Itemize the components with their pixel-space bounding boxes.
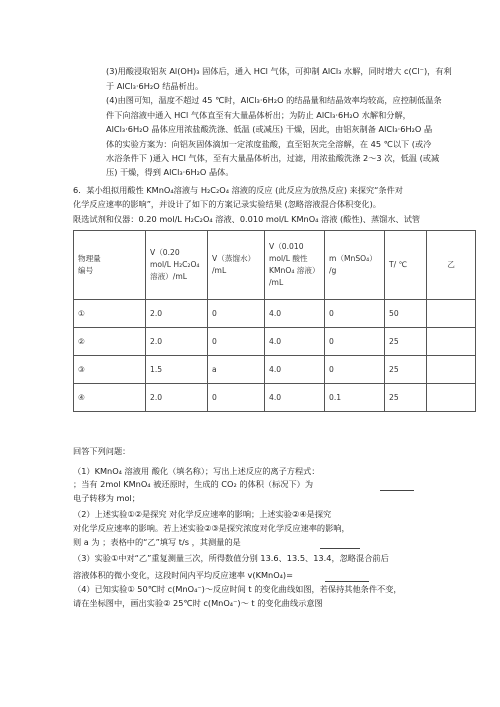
answer-1-line-3: 电子转移为 mol； [73,493,140,503]
answer-3-line-1: (3)用酸浸取铝灰 Al(OH)₃ 固体后，通入 HCl 气体，可抑制 AlCl₃ 水解，同时增大 c(Cl⁻)，有利 [106,66,452,76]
header-cell-h2c2o4: V（0.20 mol/L H₂C₂O₄ 溶液）/mL [146,231,208,300]
row-4-kmno4: 4.0 [265,384,325,412]
row-2-mnso4: 0 [325,328,385,356]
experiment-table [73,230,476,412]
question-6-line-3: 限选试剂和仪器：0.20 mol/L H₂C₂O₄ 溶液、0.010 mol/L KMnO₄ 溶液 (酸性)、蒸馏水、试管 [73,214,421,224]
header-cell-mnso4: m（MnSO₄） /g [325,231,385,300]
row-1-temp: 50 [385,300,427,328]
row-2-kmno4: 4.0 [265,328,325,356]
row-3-id: ③ [74,356,146,384]
row-3-h2c2o4: 1.5 [146,356,208,384]
answer-4-line-3: AlCl₃·6H₂O 晶体应用浓盐酸洗涤、低温 (或减压) 干燥，因此，由铝灰制备 AlCl₃·6H₂O 晶 [106,124,433,134]
answer-blank-measure[interactable] [320,539,360,549]
row-3-water: a [208,356,265,384]
table-row [74,384,476,412]
row-1-water: 0 [208,300,265,328]
table-row [74,300,476,328]
question-6-line-2: 化学反应速率的影响”，并设计了如下的方案记录实验结果 (忽略溶液混合体积变化)。 [73,199,381,209]
answer-2-line-2: 对化学反应速率的影响。若上述实验②③是探究浓度对化学反应速率的影响， [73,523,350,533]
header-cell-yi: 乙 [427,231,476,300]
answer-4-line-6: 压) 干燥，得到 AlCl₃·6H₂O 晶体。 [106,167,234,177]
answer-2-line-3: 则 a 为 ；表格中的“乙”填写 t/s ，其测量的是 [73,537,241,547]
answer-4-line-1: (4)由图可知，温度不超过 45 ℃时，AlCl₃·6H₂O 的结晶量和结晶效率均较高，应控制低温条 [106,95,442,105]
row-2-id: ② [74,328,146,356]
answer-4-line-4: 体的实验方案为：向铝灰固体滴加一定浓度盐酸，直至铝灰完全溶解，在 45 ℃以下 (或冷 [106,139,432,149]
row-4-h2c2o4: 2.0 [146,384,208,412]
answer-1-line-2: ；当有 2mol KMnO₄ 被还原时，生成的 CO₂ 的体积（标况下）为 [73,479,314,489]
answer-4-line-2: 件下向溶液中通入 HCl 气体直至有大量晶体析出；为防止 AlCl₃·6H₂O 水解和分解， [106,110,411,120]
row-2-temp: 25 [385,328,427,356]
row-3-temp: 25 [385,356,427,384]
table-row [74,328,476,356]
header-cell-temperature: T/ ℃ [385,231,427,300]
table-row [74,356,476,384]
answer-4-line-2b: 请在坐标图中，画出实验② 25℃时 c(MnO₄⁻)～ t 的变化曲线示意图 [73,598,323,608]
header-cell-water: V（蒸馏水） /mL [208,231,265,300]
header-cell-kmno4: V（0.010 mol/L 酸性 KMnO₄ 溶液） /mL [265,231,325,300]
row-2-h2c2o4: 2.0 [146,328,208,356]
header-cell-id: 物理量 编号 [74,231,146,300]
row-1-mnso4: 0 [325,300,385,328]
row-4-water: 0 [208,384,265,412]
answer-blank-rate[interactable] [325,572,369,582]
answer-1-line-1: （1）KMnO₄ 溶液用 酸化（填名称）；写出上述反应的离子方程式： [73,466,320,476]
row-4-temp: 25 [385,384,427,412]
row-1-yi [427,300,476,328]
answer-2-line-1: （2）上述实验①②是探究 对化学反应速率的影响；上述实验②④是探究 [73,509,332,519]
answer-4-line-5: 水浴条件下 )通入 HCl 气体，至有大量晶体析出，过滤，用浓盐酸洗涤 2～3 次，低温 (或减 [106,153,440,163]
row-3-yi [427,356,476,384]
row-1-id: ① [74,300,146,328]
question-6-line-1: 6．某小组拟用酸性 KMnO₄溶液与 H₂C₂O₄ 溶液的反应 (此反应为放热反应) 来探究“条件对 [73,185,403,195]
row-1-h2c2o4: 2.0 [146,300,208,328]
row-1-kmno4: 4.0 [265,300,325,328]
answer-3-line-2: 于 AlCl₃·6H₂O 结晶析出。 [106,81,204,91]
row-3-mnso4: 0 [325,356,385,384]
row-2-yi [427,328,476,356]
answer-3-line-1b: （3）实验①中对“乙”重复测量三次，所得数值分别 13.6、13.5、13.4，忽略混合前后 [73,553,389,563]
row-3-kmno4: 4.0 [265,356,325,384]
answer-3-line-2b: 溶液体积的微小变化，这段时间内平均反应速率 v(KMnO₄)= [73,570,293,580]
answers-heading: 回答下列问题： [73,446,131,456]
row-4-yi [427,384,476,412]
row-4-id: ④ [74,384,146,412]
table-header-row [74,231,476,300]
answer-4-line-1b: （4）已知实验① 50℃时 c(MnO₄⁻)～反应时间 t 的变化曲线如图，若保持其他条件不变， [73,584,402,594]
row-4-mnso4: 0.1 [325,384,385,412]
row-2-water: 0 [208,328,265,356]
answer-blank-co2-volume[interactable] [380,481,414,491]
